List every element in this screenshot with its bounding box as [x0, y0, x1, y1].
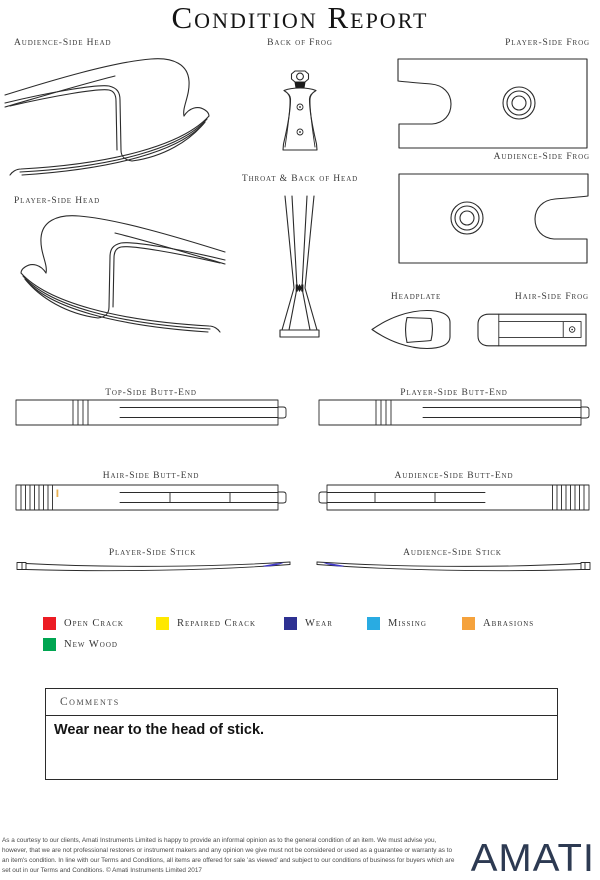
label-audience-side-head: Audience-Side Head — [14, 38, 112, 48]
legend-item-new-wood — [43, 638, 118, 651]
label-player-side-butt-end: Player-Side Butt-End — [400, 388, 508, 398]
legend-label: Open Crack — [64, 618, 124, 629]
comments-header: Comments — [46, 689, 557, 716]
label-throat-back-of-head: Throat & Back of Head — [241, 174, 359, 184]
label-top-side-butt-end: Top-Side Butt-End — [105, 388, 197, 398]
legend-item-repaired-crack — [156, 617, 256, 630]
diagram-audience-side-head — [5, 55, 220, 183]
legend-label: Repaired Crack — [177, 618, 256, 629]
legend-label: New Wood — [64, 639, 118, 650]
diagram-player-side-frog — [397, 57, 589, 150]
abrasions-swatch — [462, 617, 475, 630]
legend-label: Missing — [388, 618, 427, 629]
legend-item-abrasions — [462, 617, 534, 630]
open-crack-swatch — [43, 617, 56, 630]
diagram-throat-back-of-head — [276, 194, 324, 338]
diagram-audience-side-butt-end — [318, 484, 590, 511]
legend-item-wear — [284, 617, 333, 630]
legend-item-open-crack — [43, 617, 124, 630]
repaired-crack-swatch — [156, 617, 169, 630]
comments-box — [45, 688, 558, 780]
diagram-hair-side-frog — [477, 313, 588, 347]
legend-item-missing — [367, 617, 427, 630]
wear-swatch — [284, 617, 297, 630]
diagram-top-side-butt-end — [15, 399, 287, 426]
missing-swatch — [367, 617, 380, 630]
legend-label: Wear — [305, 618, 333, 629]
abrasion-mark — [57, 490, 59, 498]
diagram-player-side-butt-end — [318, 399, 590, 426]
label-back-of-frog: Back of Frog — [267, 38, 333, 48]
page-title: Condition Report — [171, 0, 429, 35]
diagram-hair-side-butt-end — [15, 484, 287, 511]
label-hair-side-butt-end: Hair-Side Butt-End — [102, 471, 200, 481]
comments-text: Wear near to the head of stick. — [54, 722, 265, 738]
label-audience-side-butt-end: Audience-Side Butt-End — [394, 471, 514, 481]
label-player-side-stick: Player-Side Stick — [108, 548, 197, 558]
new-wood-swatch — [43, 638, 56, 651]
label-hair-side-frog: Hair-Side Frog — [514, 292, 589, 302]
footer-disclaimer: As a courtesy to our clients, Amati Instruments Limited is happy to provide an informal opinion as to the general condition of an item. We must advise you, however, that we are not professional restorers or instrument makers and any opinion we give must not be considered or used as a guarantee or warranty as to an item's condition. In line with our Terms and Conditions, all items are offered for sale 'as viewed' and subject to our conditions of business for buyers which are set out in our Terms and Conditions. © Amati Instruments Limited 2017 — [2, 837, 455, 874]
label-player-side-head: Player-Side Head — [14, 196, 101, 206]
label-audience-side-stick: Audience-Side Stick — [403, 548, 502, 558]
diagram-back-of-frog — [277, 70, 323, 152]
diagram-audience-side-stick — [314, 559, 591, 573]
legend-label: Abrasions — [483, 618, 535, 629]
label-audience-side-frog: Audience-Side Frog — [493, 152, 590, 162]
diagram-player-side-stick — [16, 559, 293, 573]
diagram-audience-side-frog — [397, 172, 589, 265]
diagram-headplate — [371, 306, 457, 353]
amati-logo: AMATI — [470, 836, 595, 880]
label-headplate: Headplate — [390, 292, 442, 302]
label-player-side-frog: Player-Side Frog — [505, 38, 590, 48]
diagram-player-side-head — [10, 212, 225, 340]
